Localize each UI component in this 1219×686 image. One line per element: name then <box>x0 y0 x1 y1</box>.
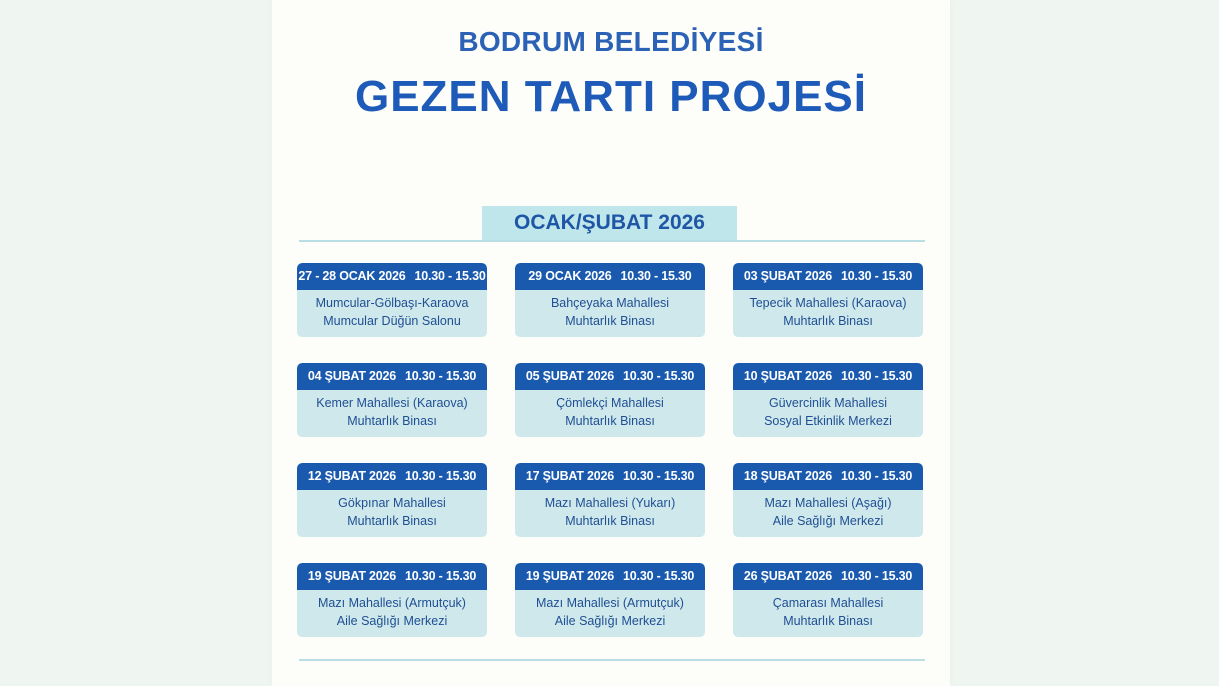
event-location-line1: Mazı Mahallesi (Armutçuk) <box>318 596 466 610</box>
event-location <box>515 390 705 430</box>
event-time: 10.30 - 15.30 <box>414 269 486 283</box>
background-left <box>0 0 272 686</box>
event-location <box>297 390 487 430</box>
event-location-line2: Aile Sağlığı Merkezi <box>772 514 884 528</box>
event-card-header <box>515 363 705 390</box>
event-time: 10.30 - 15.30 <box>405 469 477 483</box>
event-location-line2: Mumcular Düğün Salonu <box>323 314 461 328</box>
event-location-line2: Sosyal Etkinlik Merkezi <box>764 414 892 428</box>
event-date: 12 ŞUBAT 2026 <box>307 469 397 483</box>
event-date: 27 - 28 OCAK 2026 <box>298 269 406 283</box>
event-date: 18 ŞUBAT 2026 <box>743 469 833 483</box>
event-date: 04 ŞUBAT 2026 <box>307 369 397 383</box>
event-location-line2: Muhtarlık Binası <box>565 414 655 428</box>
event-location <box>515 590 705 630</box>
event-time: 10.30 - 15.30 <box>841 369 913 383</box>
event-card-header <box>515 563 705 590</box>
event-card <box>733 263 923 337</box>
event-card <box>515 363 705 437</box>
event-time: 10.30 - 15.30 <box>623 569 695 583</box>
event-date: 03 ŞUBAT 2026 <box>743 269 833 283</box>
event-location <box>297 290 487 330</box>
event-location <box>297 590 487 630</box>
event-location-line1: Güvercinlik Mahallesi <box>768 396 888 410</box>
organization-name: BODRUM BELEDİYESİ <box>458 26 764 57</box>
event-time: 10.30 - 15.30 <box>623 369 695 383</box>
event-date: 26 ŞUBAT 2026 <box>743 569 833 583</box>
event-grid <box>297 263 922 637</box>
event-card-header <box>297 463 487 490</box>
event-location-line1: Mazı Mahallesi (Yukarı) <box>544 496 676 510</box>
event-card-header <box>297 563 487 590</box>
event-card <box>733 463 923 537</box>
event-location-line2: Aile Sağlığı Merkezi <box>336 614 448 628</box>
event-card-header <box>297 263 487 290</box>
event-location-line2: Muhtarlık Binası <box>783 314 873 328</box>
event-card-header <box>297 363 487 390</box>
event-location-line2: Muhtarlık Binası <box>783 614 873 628</box>
event-location-line1: Tepecik Mahallesi (Karaova) <box>749 296 907 310</box>
event-location-line1: Mumcular-Gölbaşı-Karaova <box>315 296 469 310</box>
event-card <box>297 363 487 437</box>
event-card <box>733 563 923 637</box>
event-card-header <box>733 263 923 290</box>
event-card-header <box>515 263 705 290</box>
event-location-line1: Çömlekçi Mahallesi <box>556 396 664 410</box>
schedule-poster <box>272 0 950 686</box>
event-time: 10.30 - 15.30 <box>841 569 913 583</box>
event-time: 10.30 - 15.30 <box>841 269 913 283</box>
divider-bottom <box>299 659 925 661</box>
event-card <box>515 263 705 337</box>
event-location-line2: Muhtarlık Binası <box>565 514 655 528</box>
background-right <box>950 0 1219 686</box>
event-date: 05 ŞUBAT 2026 <box>525 369 615 383</box>
event-location-line1: Çamarası Mahallesi <box>772 596 884 610</box>
event-card-header <box>733 563 923 590</box>
event-time: 10.30 - 15.30 <box>623 469 695 483</box>
event-time: 10.30 - 15.30 <box>405 369 477 383</box>
event-location-line1: Mazı Mahallesi (Aşağı) <box>764 496 892 510</box>
event-card <box>515 563 705 637</box>
event-location <box>515 290 705 330</box>
event-location <box>733 490 923 530</box>
event-location-line1: Mazı Mahallesi (Armutçuk) <box>536 596 684 610</box>
event-location-line1: Bahçeyaka Mahallesi <box>550 296 670 310</box>
event-date: 19 ŞUBAT 2026 <box>525 569 615 583</box>
event-location-line2: Muhtarlık Binası <box>347 514 437 528</box>
event-time: 10.30 - 15.30 <box>620 269 692 283</box>
event-date: 10 ŞUBAT 2026 <box>743 369 833 383</box>
period-label: OCAK/ŞUBAT 2026 <box>482 206 737 240</box>
event-location-line2: Muhtarlık Binası <box>347 414 437 428</box>
event-location <box>297 490 487 530</box>
event-location <box>515 490 705 530</box>
event-card <box>297 463 487 537</box>
event-card-header <box>733 363 923 390</box>
event-card <box>733 363 923 437</box>
event-location <box>733 390 923 430</box>
event-card-header <box>515 463 705 490</box>
event-location-line2: Muhtarlık Binası <box>565 314 655 328</box>
event-location-line2: Aile Sağlığı Merkezi <box>554 614 666 628</box>
event-date: 17 ŞUBAT 2026 <box>525 469 615 483</box>
event-card <box>297 563 487 637</box>
event-location <box>733 290 923 330</box>
project-title: GEZEN TARTI PROJESİ <box>354 72 868 121</box>
event-time: 10.30 - 15.30 <box>841 469 913 483</box>
event-card <box>515 463 705 537</box>
event-location-line1: Gökpınar Mahallesi <box>338 496 446 510</box>
event-location-line1: Kemer Mahallesi (Karaova) <box>316 396 468 410</box>
event-date: 19 ŞUBAT 2026 <box>307 569 397 583</box>
event-date: 29 OCAK 2026 <box>528 269 612 283</box>
event-time: 10.30 - 15.30 <box>405 569 477 583</box>
divider-top <box>299 240 925 242</box>
event-location <box>733 590 923 630</box>
event-card-header <box>733 463 923 490</box>
event-card <box>297 263 487 337</box>
